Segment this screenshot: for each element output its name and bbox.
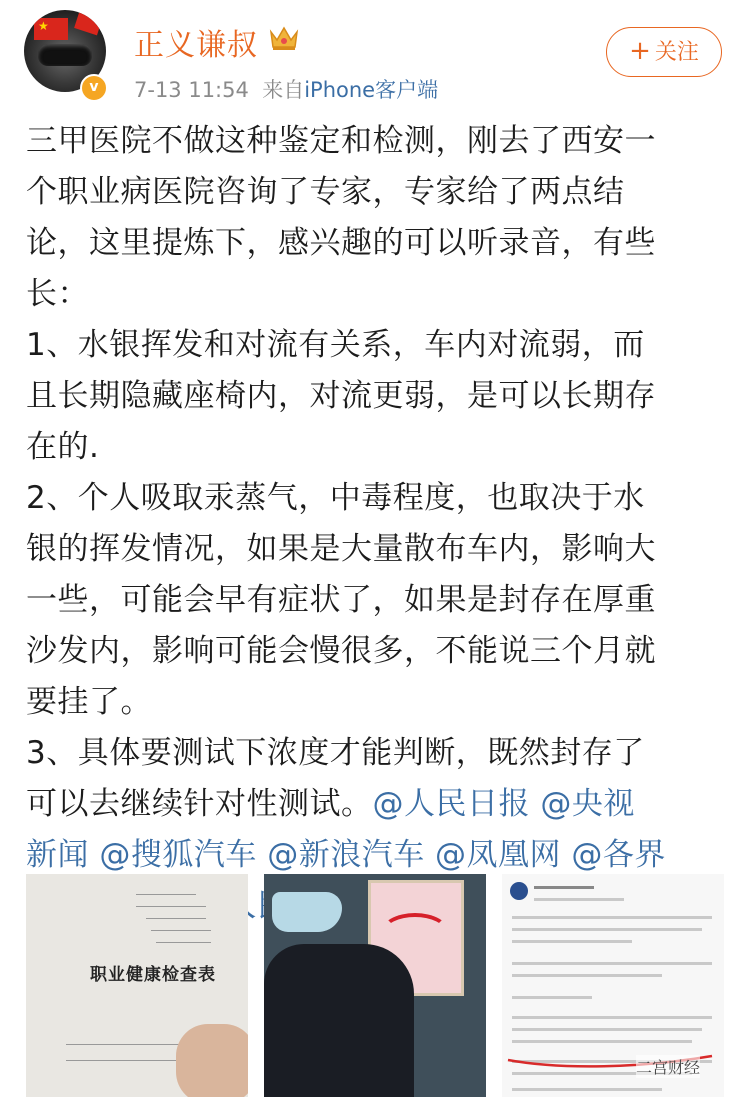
flag-icon: [74, 13, 102, 36]
post-text: 可以去继续针对性测试。: [26, 786, 373, 822]
hand-photo-area: [176, 1024, 248, 1097]
post-line: 银的挥发情况，如果是大量散布车内，影响大: [26, 531, 656, 567]
post-line: 一些，可能会早有症状了，如果是封存在厚重: [26, 582, 656, 618]
source-prefix: 来自: [262, 78, 305, 102]
post-line: 要挂了。: [26, 684, 152, 720]
post-line: 个职业病医院咨询了专家，专家给了两点结: [26, 174, 625, 210]
post-line: 三甲医院不做这种鉴定和检测，刚去了西安一: [26, 123, 656, 159]
post-line: 长：: [26, 276, 89, 312]
post-image-2[interactable]: [264, 874, 486, 1097]
follow-label: 关注: [654, 40, 699, 65]
person-figure: [264, 944, 414, 1097]
post-line: 1、水银挥发和对流有关系，车内对流弱，而: [26, 327, 645, 363]
post-line: 且长期隐藏座椅内，对流更弱，是可以长期存: [26, 378, 656, 414]
post-line: 沙发内，影响可能会慢很多，不能说三个月就: [26, 633, 656, 669]
post-body: [26, 116, 732, 932]
follow-button[interactable]: [606, 27, 722, 77]
username[interactable]: 正义谦叔: [134, 28, 258, 63]
post-line: 2、个人吸取汞蒸气，中毒程度，也取决于水: [26, 480, 645, 516]
post-time: 7-13 11:54: [134, 78, 249, 102]
post-line: 论，这里提炼下，感兴趣的可以听录音，有些: [26, 225, 656, 261]
form-title: 职业健康检查表: [90, 965, 216, 985]
mention-links[interactable]: @人民日报 @央视: [372, 786, 635, 822]
verified-badge-icon: v: [80, 74, 108, 102]
post-line: [26, 779, 732, 830]
helmet-visor: [38, 44, 92, 66]
client-link[interactable]: iPhone客户端: [304, 78, 439, 102]
crown-icon: [268, 22, 300, 52]
flag-icon: ★: [34, 18, 68, 40]
post-line: 在的.: [26, 429, 100, 465]
post-line: 3、具体要测试下浓度才能判断，既然封存了: [26, 735, 645, 771]
mention-links[interactable]: 新闻 @搜狐汽车 @新浪汽车 @凤凰网 @各界: [26, 837, 666, 873]
face-mask: [272, 892, 342, 932]
post-meta: [134, 74, 438, 104]
post-image-1[interactable]: [26, 874, 248, 1097]
watermark: 二宫财经: [636, 1055, 700, 1078]
plus-icon: +: [629, 36, 651, 66]
